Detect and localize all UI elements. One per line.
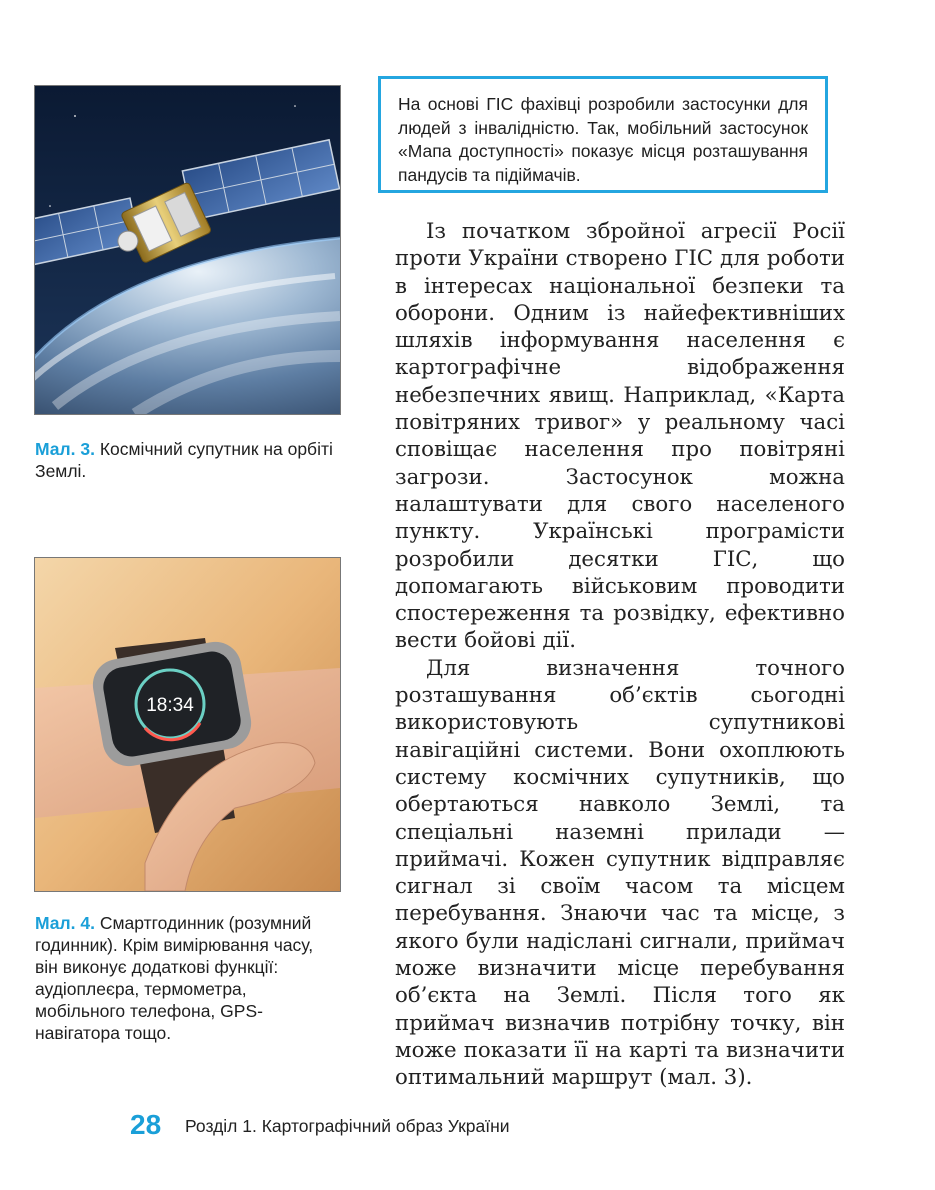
figure-3-caption-text: Космічний супутник на орбіті Землі.	[35, 439, 333, 481]
figure-4-caption	[35, 912, 340, 1044]
satellite-illustration	[35, 86, 340, 414]
page-number: 28	[130, 1109, 162, 1140]
section-title: Розділ 1. Картографічний образ України	[185, 1116, 510, 1136]
info-box	[378, 76, 828, 193]
paragraph-2: Для визначення точного розташування об’єктів сьогодні використовують супутникові навігаційні системи. Вони охоплюють систему космічних супутників, що обертаються навколо Землі, та спеціальні наземні прилади — приймачі. Кожен супутник відправляє сигнал зі своїм часом та місцем перебування. Знаючи час та місце, з якого були надіслані сигнали, приймач може визначити місце перебування об’єкта на Землі. Після того як приймач визначив потрібну точку, він може показати її на карті та визначити оптимальний маршрут (мал. 3).	[395, 655, 845, 1091]
figure-4-caption-text: Смартгодинник (розумний годинник). Крім вимірювання часу, він виконує додаткові функції: аудіоплеєра, термометра, мобільного телефона, GPS-навігатора тощо.	[35, 913, 314, 1043]
satellite-photo	[34, 85, 341, 415]
smartwatch-photo	[34, 557, 341, 892]
figure-3-caption	[35, 438, 340, 482]
info-box-text: На основі ГІС фахівці розробили застосунки для людей з інвалідністю. Так, мобільний застосунок «Мапа доступності» показує місця розташування пандусів та підіймачів.	[398, 94, 808, 185]
main-text	[395, 218, 845, 1092]
smartwatch-illustration	[35, 558, 340, 891]
watch-time: 18:34	[146, 695, 194, 716]
paragraph-1: Із початком збройної агресії Росії проти України створено ГІС для роботи в інтересах національної безпеки та оборони. Одним із найефективніших шляхів інформування населення є картографічне відображення небезпечних явищ. Наприклад, «Карта повітряних тривог» у реальному часі сповіщає населення про повітряні загрози. Застосунок можна налаштувати для свого населеного пункту. Українські програмісти розробили десятки ГІС, що допомагають військовим проводити спостереження та розвідку, ефективно вести бойові дії.	[395, 219, 845, 654]
figure-3-label: Мал. 3.	[35, 439, 95, 459]
figure-4-label: Мал. 4.	[35, 913, 95, 933]
